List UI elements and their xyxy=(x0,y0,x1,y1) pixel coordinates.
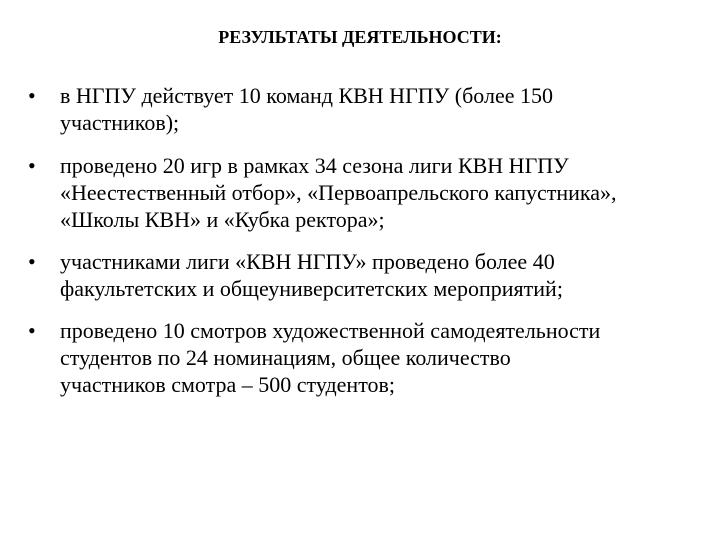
bullet-text-line: проведено 10 смотров художественной самодеятельности xyxy=(60,318,601,343)
bullet-text-line: проведено 20 игр в рамках 34 сезона лиги КВН НГПУ xyxy=(60,153,569,178)
bullet-text-line: участниками лиги «КВН НГПУ» проведено более 40 xyxy=(60,249,555,274)
bullet-icon: • xyxy=(28,318,36,343)
bullet-item-3 xyxy=(28,248,700,302)
bullet-item-1 xyxy=(28,82,700,136)
slide-title: РЕЗУЛЬТАТЫ ДЕЯТЕЛЬНОСТИ: xyxy=(218,27,502,47)
bullet-text-line: участников); xyxy=(60,110,180,135)
bullet-item-2 xyxy=(28,152,700,233)
bullet-icon: • xyxy=(28,83,36,108)
bullet-list xyxy=(28,82,700,414)
bullet-text-line: участников смотра – 500 студентов; xyxy=(60,372,396,397)
bullet-text-line: в НГПУ действует 10 команд КВН НГПУ (более 150 xyxy=(60,83,553,108)
bullet-text-line: факультетских и общеуниверситетских мероприятий; xyxy=(60,276,563,301)
bullet-icon: • xyxy=(28,249,36,274)
bullet-text-line: студентов по 24 номинациям, общее количество xyxy=(60,345,511,370)
bullet-item-4 xyxy=(28,317,700,398)
bullet-icon: • xyxy=(28,153,36,178)
bullet-text-line: «Школы КВН» и «Кубка ректора»; xyxy=(60,207,385,232)
bullet-text-line: «Неестественный отбор», «Первоапрельского капустника», xyxy=(60,180,617,205)
